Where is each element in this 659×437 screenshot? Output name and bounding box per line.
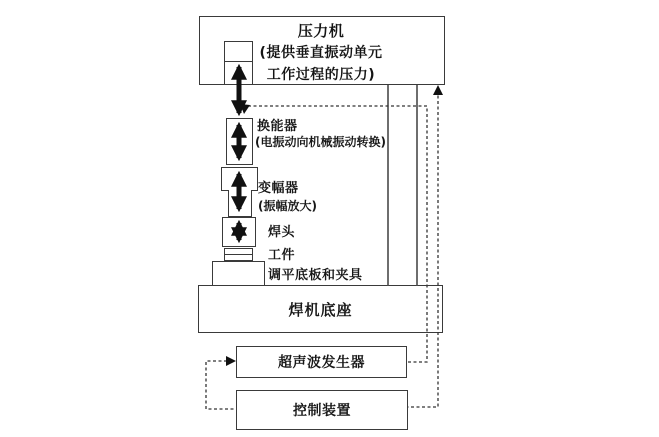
horn-box	[222, 217, 256, 247]
horn-label: 焊头	[268, 225, 296, 240]
control-to-press-dashed-path	[408, 90, 438, 407]
base-box	[198, 285, 443, 333]
booster-label: 变幅器	[258, 181, 299, 196]
workpiece-label: 工件	[268, 248, 296, 263]
booster-body-box	[228, 190, 252, 218]
transducer-sublabel: (电振动向机械振动转换)	[255, 135, 386, 149]
generator-box	[236, 346, 407, 378]
workpiece-divider	[225, 254, 252, 255]
control-box	[236, 390, 408, 430]
transducer-label: 换能器	[257, 119, 298, 134]
press-ram-divider	[225, 61, 252, 62]
press-ram-box	[224, 41, 253, 85]
press-title: 压力机	[297, 22, 345, 40]
generator-label: 超声波发生器	[278, 355, 365, 371]
control-label: 控制装置	[293, 403, 351, 419]
press-subtitle-line2: 工作过程的压力)	[266, 67, 376, 83]
plate-label: 调平底板和夹具	[268, 268, 363, 283]
transducer-box	[226, 118, 253, 165]
control-to-generator-arrowhead	[226, 356, 236, 366]
workpiece-box	[224, 248, 253, 261]
press-subtitle-line1: (提供垂直振动单元	[259, 45, 383, 61]
plate-box	[212, 261, 265, 286]
control-to-press-arrowhead	[433, 85, 443, 95]
base-label: 焊机底座	[288, 300, 353, 319]
generator-to-transducer-arrowhead	[240, 104, 250, 114]
booster-flange-box	[221, 167, 258, 191]
control-to-generator-dashed-path	[206, 361, 235, 409]
booster-sublabel: (振幅放大)	[258, 199, 317, 213]
